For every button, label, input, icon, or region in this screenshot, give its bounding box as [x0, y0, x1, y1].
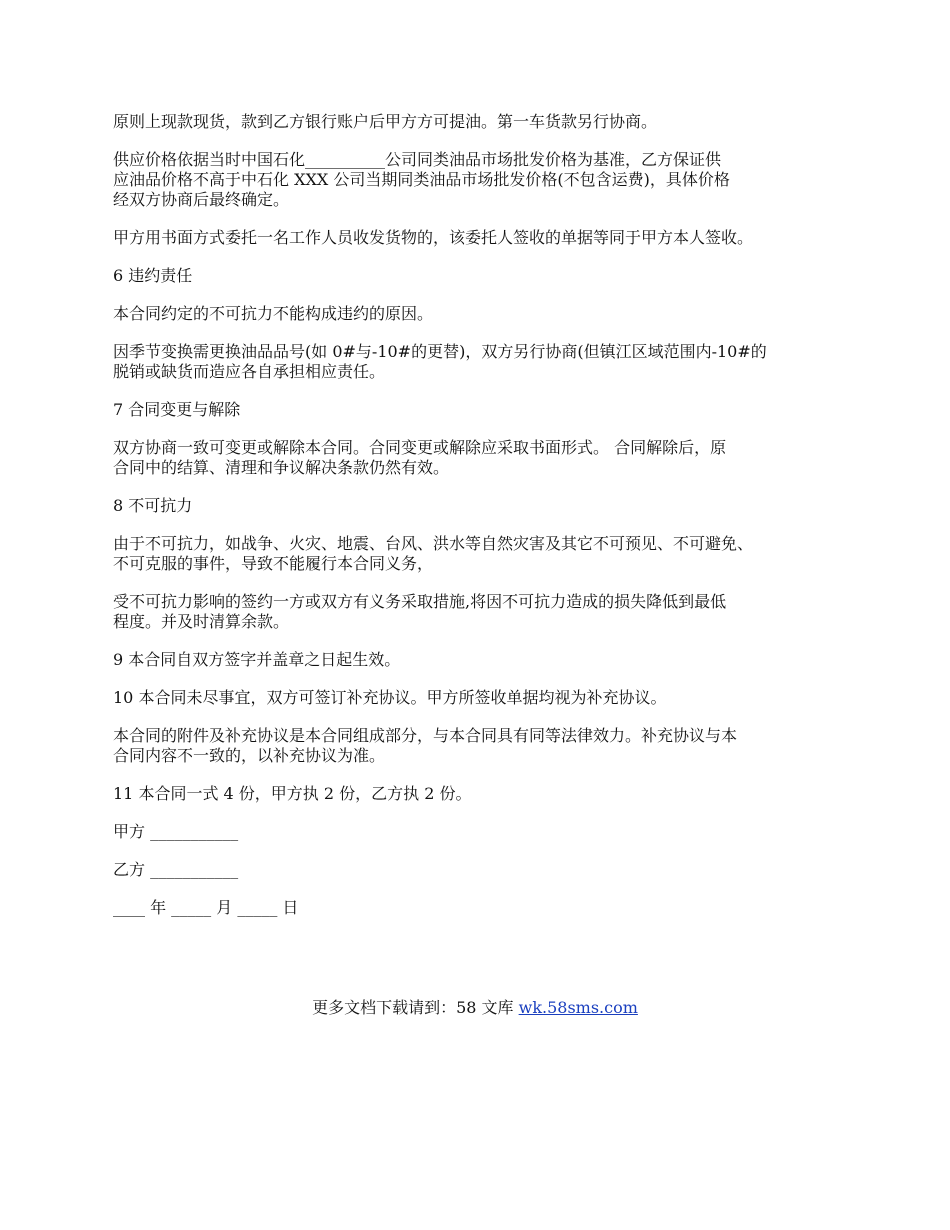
- section-heading-breach: 6 违约责任: [113, 266, 193, 285]
- footer-text: 更多文档下载请到：58 文库: [312, 998, 519, 1017]
- paragraph-change: 双方协商一致可变更或解除本合同。合同变更或解除应采取书面形式。 合同解除后，原 合同中的结算、清理和争议解决条款仍然有效。: [113, 438, 727, 477]
- paragraph-force-majeure-1: 由于不可抗力，如战争、火灾、地震、台风、洪水等自然灾害及其它不可预见、不可避免、 不可克服的事件，导致不能履行本合同义务，: [113, 534, 754, 573]
- section-heading-change: 7 合同变更与解除: [113, 400, 241, 419]
- paragraph-effective: 9 本合同自双方签字并盖章之日起生效。: [113, 650, 401, 669]
- paragraph-delegate: 甲方用书面方式委托一名工作人员收发货物的，该委托人签收的单据等同于甲方本人签收。: [113, 228, 754, 247]
- footer: [0, 998, 950, 1018]
- signature-party-b: 乙方 ___________: [113, 860, 239, 879]
- paragraph-annex: 本合同的附件及补充协议是本合同组成部分，与本合同具有同等法律效力。补充协议与本 合同内容不一致的，以补充协议为准。: [113, 726, 738, 765]
- document-body: [113, 112, 853, 936]
- paragraph-payment: 原则上现款现货，款到乙方银行账户后甲方方可提油。第一车货款另行协商。: [113, 112, 658, 131]
- paragraph-breach-2: 因季节变换需更换油品品号(如 0#与-10#的更替)，双方另行协商(但镇江区域范围内-10#的 脱销或缺货而造应各自承担相应责任。: [113, 342, 767, 381]
- section-heading-force-majeure: 8 不可抗力: [113, 496, 193, 515]
- paragraph-supplement: 10 本合同未尽事宜，双方可签订补充协议。甲方所签收单据均视为补充协议。: [113, 688, 667, 707]
- paragraph-breach-1: 本合同约定的不可抗力不能构成违约的原因。: [113, 304, 434, 323]
- signature-date: ____ 年 _____ 月 _____ 日: [113, 898, 299, 917]
- paragraph-force-majeure-2: 受不可抗力影响的签约一方或双方有义务采取措施,将因不可抗力造成的损失降低到最低 程度。并及时清算余款。: [113, 592, 727, 631]
- signature-party-a: 甲方 ___________: [113, 822, 239, 841]
- paragraph-pricing: 供应价格依据当时中国石化__________公司同类油品市场批发价格为基准，乙方保证供 应油品价格不高于中石化 XXX 公司当期同类油品市场批发价格(不包含运费)，具体价格 经双方协商后最终确定。: [113, 150, 730, 209]
- paragraph-copies: 11 本合同一式 4 份，甲方执 2 份，乙方执 2 份。: [113, 784, 472, 803]
- footer-link[interactable]: wk.58sms.com: [518, 998, 638, 1017]
